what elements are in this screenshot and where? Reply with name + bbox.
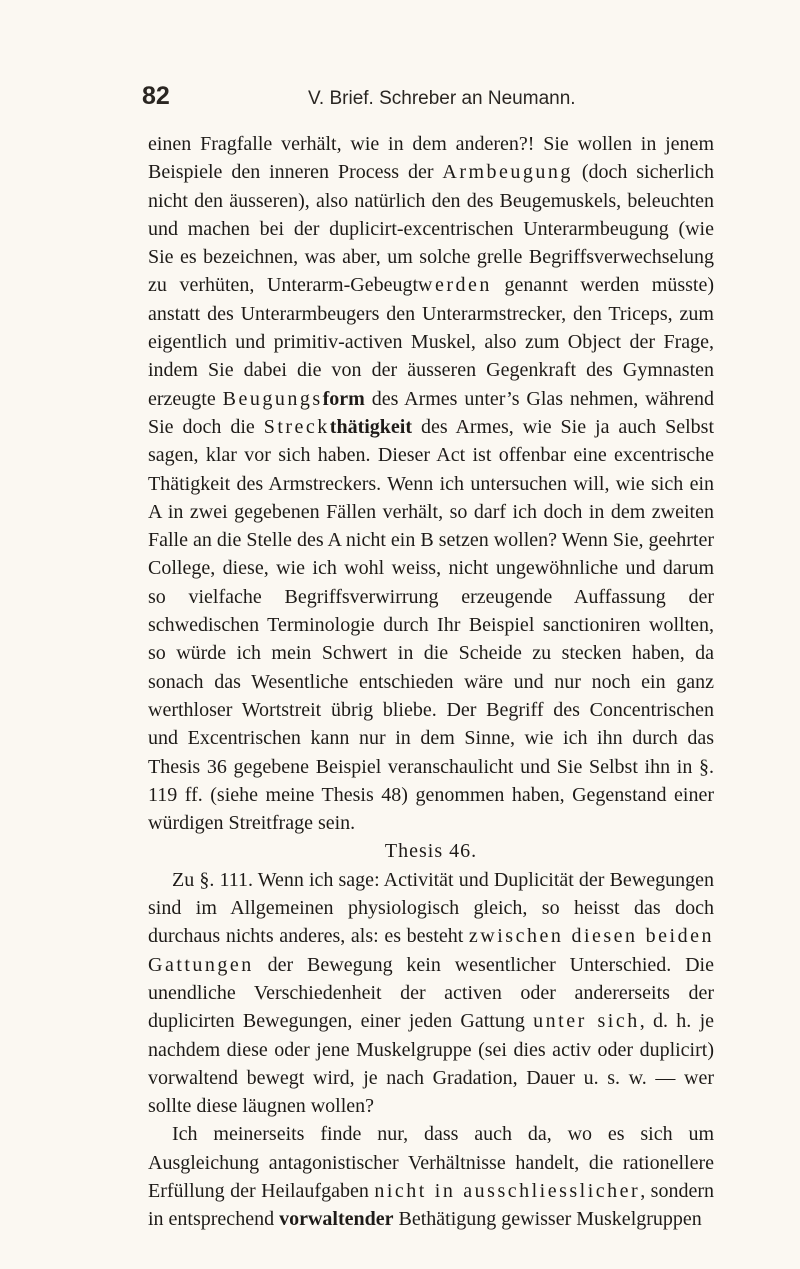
spaced-emphasis: zwischen diesen beiden Gattungen: [148, 925, 714, 976]
thesis-heading: Thesis 46.: [384, 840, 478, 863]
paragraph-1: einen Fragfalle verhält, wie in dem anderen?! Sie wollen in jenem Beispiele den inneren Process der Armbeugung (doch sicherlich nicht den äusseren), also natürlich den des Beugemuskels, beleuchten und machen bei der duplicirt-excentrischen Unterarmbeugung (wie Sie es bezeichnen, was aber, um solche grelle Begriffsverwechselung zu verhüten, Unterarm-Gebeugtwerden genannt werden müsste) anstatt des Unterarmbeugers den Unterarmstrecker, den Triceps, zum eigentlich und primitiv-activen Muskel, also zum Object der Frage, indem Sie dabei die von der äusseren Gegenkraft des Gymnasten erzeugte Beugungsform des Armes unter’s Glas nehmen, während Sie doch die Streckthätigkeit des Armes, wie Sie ja auch Selbst sagen, klar vor sich haben. Dieser Act ist offenbar eine excentrische Thätigkeit des Armstreckers. Wenn ich untersuchen will, wie sich ein A in zwei gegebenen Fällen verhält, so darf ich doch in dem zweiten Falle an die Stelle des A nicht ein B setzen wollen? Wenn Sie, geehrter College, diese, wie ich wohl weiss, nicht ungewöhnliche und darum so vielfache Begriffsverwirrung erzeugende Auffassung der schwedischen Terminologie durch Ihr Beispiel sanctioniren wollten, so würde ich mein Schwert in die Scheide zu stecken haben, da sonach das Wesentliche entschieden wäre und nur noch ein ganz werthloser Wortstreit übrig bliebe. Der Begriff des Concentrischen und Excentrischen kann nur in dem Sinne, wie ich ihn durch das Thesis 36 gegebene Beispiel veranschaulicht und Sie Selbst ihn in §. 119 ff. (siehe meine Thesis 48) genommen haben, Gegenstand einer würdigen Streitfrage sein.: [148, 133, 715, 835]
page-number: 82: [142, 82, 170, 110]
bold-emphasis: vorwaltender: [279, 1208, 394, 1231]
spaced-emphasis: werden: [418, 274, 492, 297]
running-title: V. Brief. Schreber an Neumann.: [308, 88, 576, 109]
bold-emphasis: form: [322, 387, 365, 410]
spaced-emphasis: Beugungs: [222, 387, 323, 410]
spaced-emphasis: Armbeugung: [442, 161, 573, 184]
paragraph-2: Zu §. 111. Wenn ich sage: Activität und Duplicität der Bewegungen sind im Allgemeinen physiologisch gleich, so heisst das doch durchaus nichts anderes, als: es besteht zwischen diesen beiden Gattungen der Bewegung kein wesentlicher Unterschied. Die unendliche Verschiedenheit der activen oder andererseits der duplicirten Bewegungen, einer jeden Gattung unter sich, d. h. je nachdem diese oder jene Muskelgruppe (sei dies activ oder duplicirt) vorwaltend bewegt wird, je nach Gradation, Dauer u. s. w. — wer sollte diese läugnen wollen?: [148, 868, 715, 1118]
paragraph-3: Ich meinerseits finde nur, dass auch da, wo es sich um Ausgleichung antagonistischer Verhältnisse handelt, die rationellere Erfüllung der Heilaufgaben nicht in ausschliesslicher, sondern in entsprechend vorwaltender Bethätigung gewisser Muskelgruppen: [148, 1123, 714, 1231]
spaced-emphasis: nicht in ausschliesslicher: [374, 1179, 641, 1202]
letter-body: [148, 130, 714, 1234]
bold-emphasis: thätigkeit: [329, 415, 413, 438]
page-header: [0, 82, 800, 122]
spaced-emphasis: Streck: [263, 415, 330, 438]
spaced-emphasis: unter sich: [533, 1010, 640, 1033]
